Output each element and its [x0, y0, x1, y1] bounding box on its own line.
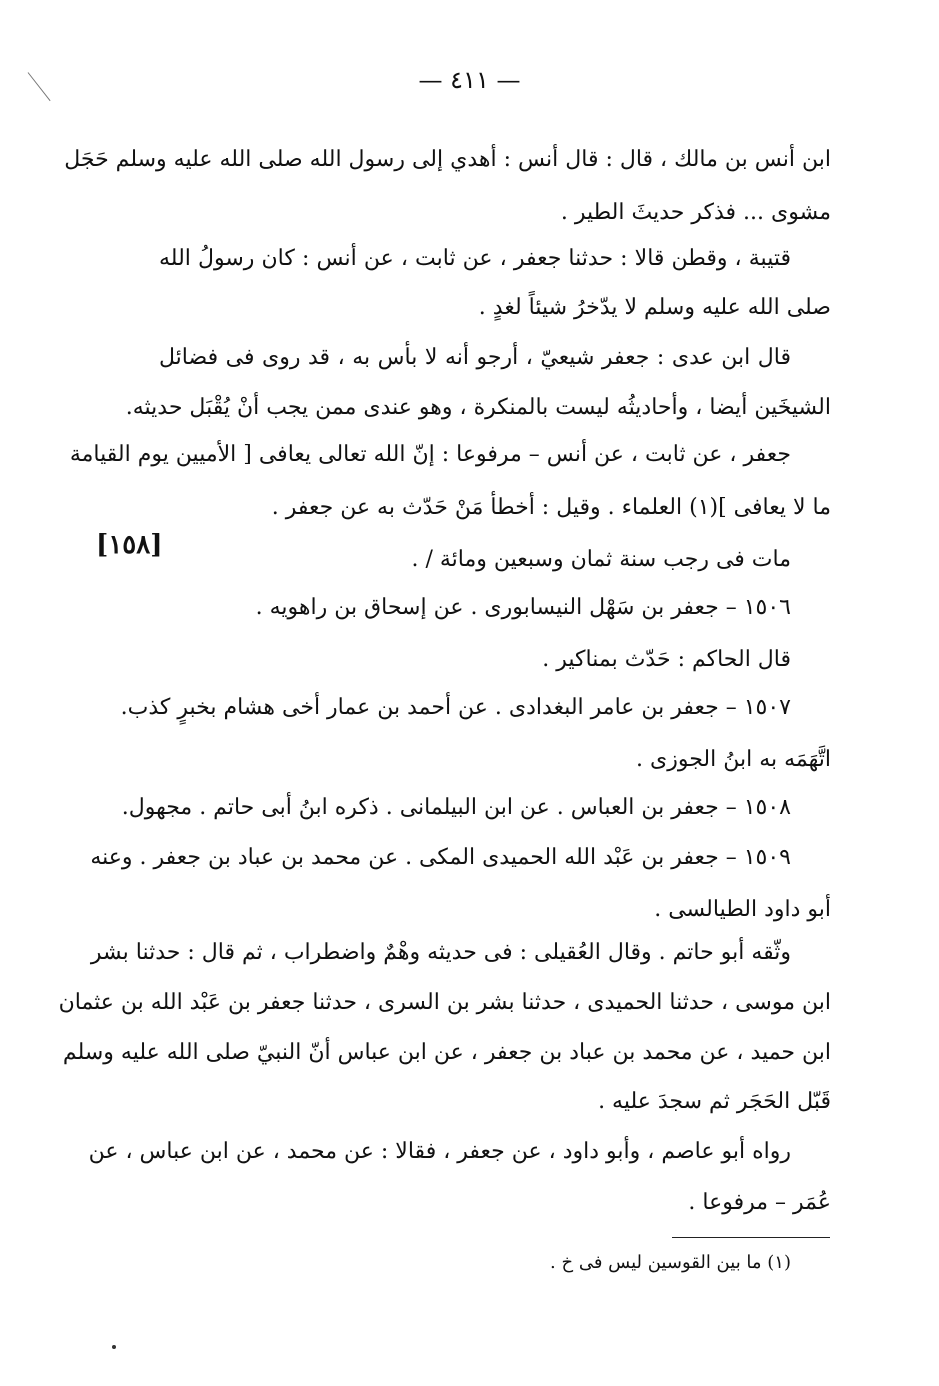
text-line: ما لا يعافى ](١) العلماء . وقيل : أخطأ مَنْ حَدّث به عن جعفر .: [271, 495, 831, 520]
entry-line: ١٥٠٧ – جعفر بن عامر البغدادى . عن أحمد بن عمار أخى هشام بخبرٍ كذب.: [120, 695, 791, 720]
text-line: ابن أنس بن مالك ، قال : قال أنس : أهدي إلى رسول الله صلى الله عليه وسلم حَجَل: [64, 147, 831, 172]
text-line: ابن موسى ، حدثنا الحميدى ، حدثنا بشر بن السرى ، حدثنا جعفر بن عَبْد الله بن عثمان: [58, 990, 831, 1015]
footnote: (١) ما بين القوسين ليس فى خ .: [550, 1252, 791, 1273]
text-line: اتَّهَمَه به ابنُ الجوزى .: [636, 747, 831, 772]
entry-line: ١٥٠٨ – جعفر بن العباس . عن ابن البيلمانى . ذكره ابنُ أبى حاتم . مجهول.: [121, 795, 791, 820]
text-line: رواه أبو عاصم ، وأبو داود ، عن جعفر ، فقالا : عن محمد ، عن ابن عباس ، عن: [88, 1139, 791, 1164]
text-line: وثّقه أبو حاتم . وقال العُقيلى : فى حديثه وهْمٌ واضطراب ، ثم قال : حدثنا بشر: [90, 940, 791, 965]
text-line: أبو داود الطيالسى .: [654, 897, 831, 922]
entry-line: ١٥٠٩ – جعفر بن عَبْد الله الحميدى المكى . عن محمد بن عباد بن جعفر . وعنه: [90, 845, 791, 870]
text-line: الشيخَين أيضا ، وأحاديثُه ليست بالمنكرة ، وهو عندى ممن يجب أنْ يُقْبَل حديثه.: [125, 395, 831, 420]
text-line: جعفر ، عن ثابت ، عن أنس – مرفوعا : إنّ الله تعالى يعافى [ الأميين يوم القيامة: [69, 442, 791, 467]
text-line: صلى الله عليه وسلم لا يدّخرُ شيئاً لغدٍ .: [478, 295, 831, 320]
text-line: مشوى ... فذكر حديثَ الطير .: [560, 200, 831, 225]
scan-speck: [112, 1345, 116, 1349]
margin-page-reference: [١٥٨]: [96, 530, 163, 560]
text-line: قال ابن عدى : جعفر شيعيّ ، أرجو أنه لا بأس به ، قد روى فى فضائل: [159, 345, 791, 370]
text-line: مات فى رجب سنة ثمان وسبعين ومائة / .: [411, 547, 791, 572]
text-line: قَبّل الحَجَر ثم سجدَ عليه .: [598, 1089, 831, 1114]
entry-line: ١٥٠٦ – جعفر بن سَهْل النيسابورى . عن إسحاق بن راهويه .: [255, 595, 791, 620]
page-number: — ٤١١ —: [418, 66, 521, 94]
text-line: عُمَر – مرفوعا .: [688, 1190, 831, 1215]
text-line: ابن حميد ، عن محمد بن عباد بن جعفر ، عن ابن عباس أنّ النبيّ صلى الله عليه وسلم: [62, 1040, 831, 1065]
text-line: قتيبة ، وقطن قالا : حدثنا جعفر ، عن ثابت ، عن أنس : كان رسولُ الله: [159, 246, 791, 271]
footnote-divider: [672, 1237, 830, 1238]
text-line: قال الحاكم : حَدّث بمناكير .: [542, 647, 791, 672]
